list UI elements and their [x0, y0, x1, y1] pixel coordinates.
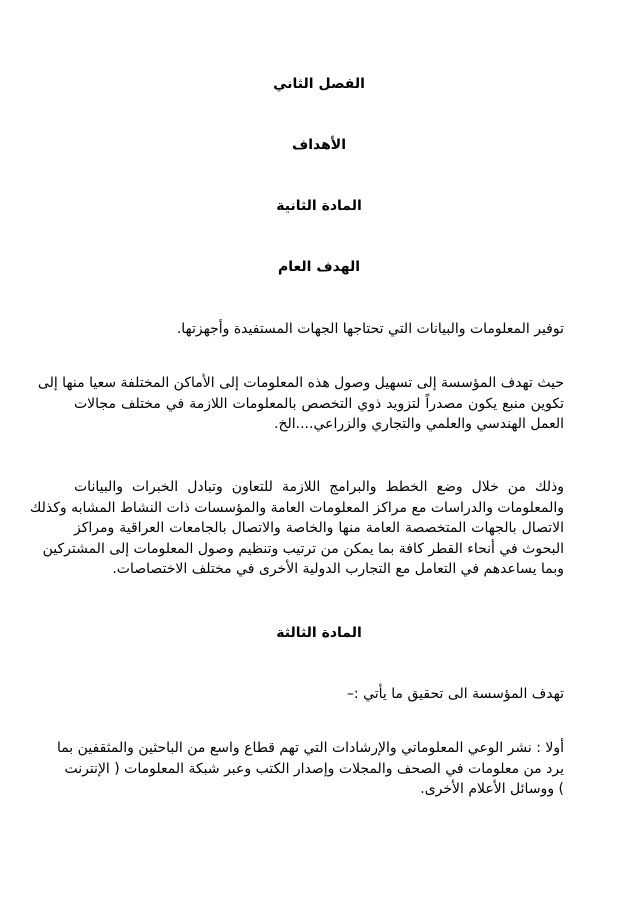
article-two-title: المادة الثانية: [276, 198, 362, 214]
paragraph-2-line: الاتصال بالجهات المتخصصة العامة منها والخاصة والاتصال بالجامعات العراقية ومراكز: [74, 520, 564, 536]
paragraph-3: [56, 738, 564, 800]
chapter-title: الفصل الثاني: [273, 76, 365, 92]
objectives-title: الأهداف: [291, 137, 347, 153]
paragraph-1-line: حيث تهدف المؤسسة إلى تسهيل وصول هذه المعلومات إلى الأماكن المختلفة سعيا منها إلى: [37, 375, 564, 391]
article-three-title: المادة الثالثة: [276, 625, 362, 641]
paragraph-2-line: والمعلومات والدراسات مع مراكز المعلومات العامة والمؤسسات ذات النشاط المشابه وكذلك: [29, 499, 564, 516]
paragraph-2-line: وذلك من خلال وضع الخطط والبرامج اللازمة للتعاون وتبادل الخبرات والبيانات: [74, 479, 564, 495]
paragraph-2-line: البحوث في أنحاء القطر كافة بما يمكن من ترتيب وتنظيم وصول المعلومات إلى المشتركين: [42, 540, 564, 557]
general-goal-text: توفير المعلومات والبيانات التي تحتاجها الجهات المستفيدة وأجهزتها.: [176, 321, 564, 337]
paragraph-1-line: العمل الهندسي والعلمي والتجاري والزراعي....الخ.: [274, 416, 564, 432]
paragraph-3-line: يرد من معلومات في الصحف والمجلات وإصدار الكتب وعبر شبكة المعلومات ( الإنترنت: [64, 760, 564, 777]
article-three-intro: تهدف المؤسسة الى تحقيق ما يأتي :–: [346, 686, 564, 702]
general-goal-title: الهدف العام: [278, 259, 360, 275]
paragraph-1-line: تكوين منبع يكون مصدراً لتزويد ذوي التخصص بالمعلومات اللازمة في مختلف مجالات: [74, 395, 564, 412]
paragraph-2-line: وبما يساعدهم في التعامل مع التجارب الدولية الأخرى في مختلف الاختصاصات.: [112, 561, 564, 577]
paragraph-3-line: ) ووسائل الأعلام الأخرى.: [420, 781, 564, 797]
paragraph-1: [37, 373, 564, 435]
paragraph-2: [29, 477, 564, 580]
paragraph-3-line: أولا : نشر الوعي المعلوماتي والإرشادات التي تهم قطاع واسع من الباحثين والمثقفين بما: [56, 740, 564, 756]
